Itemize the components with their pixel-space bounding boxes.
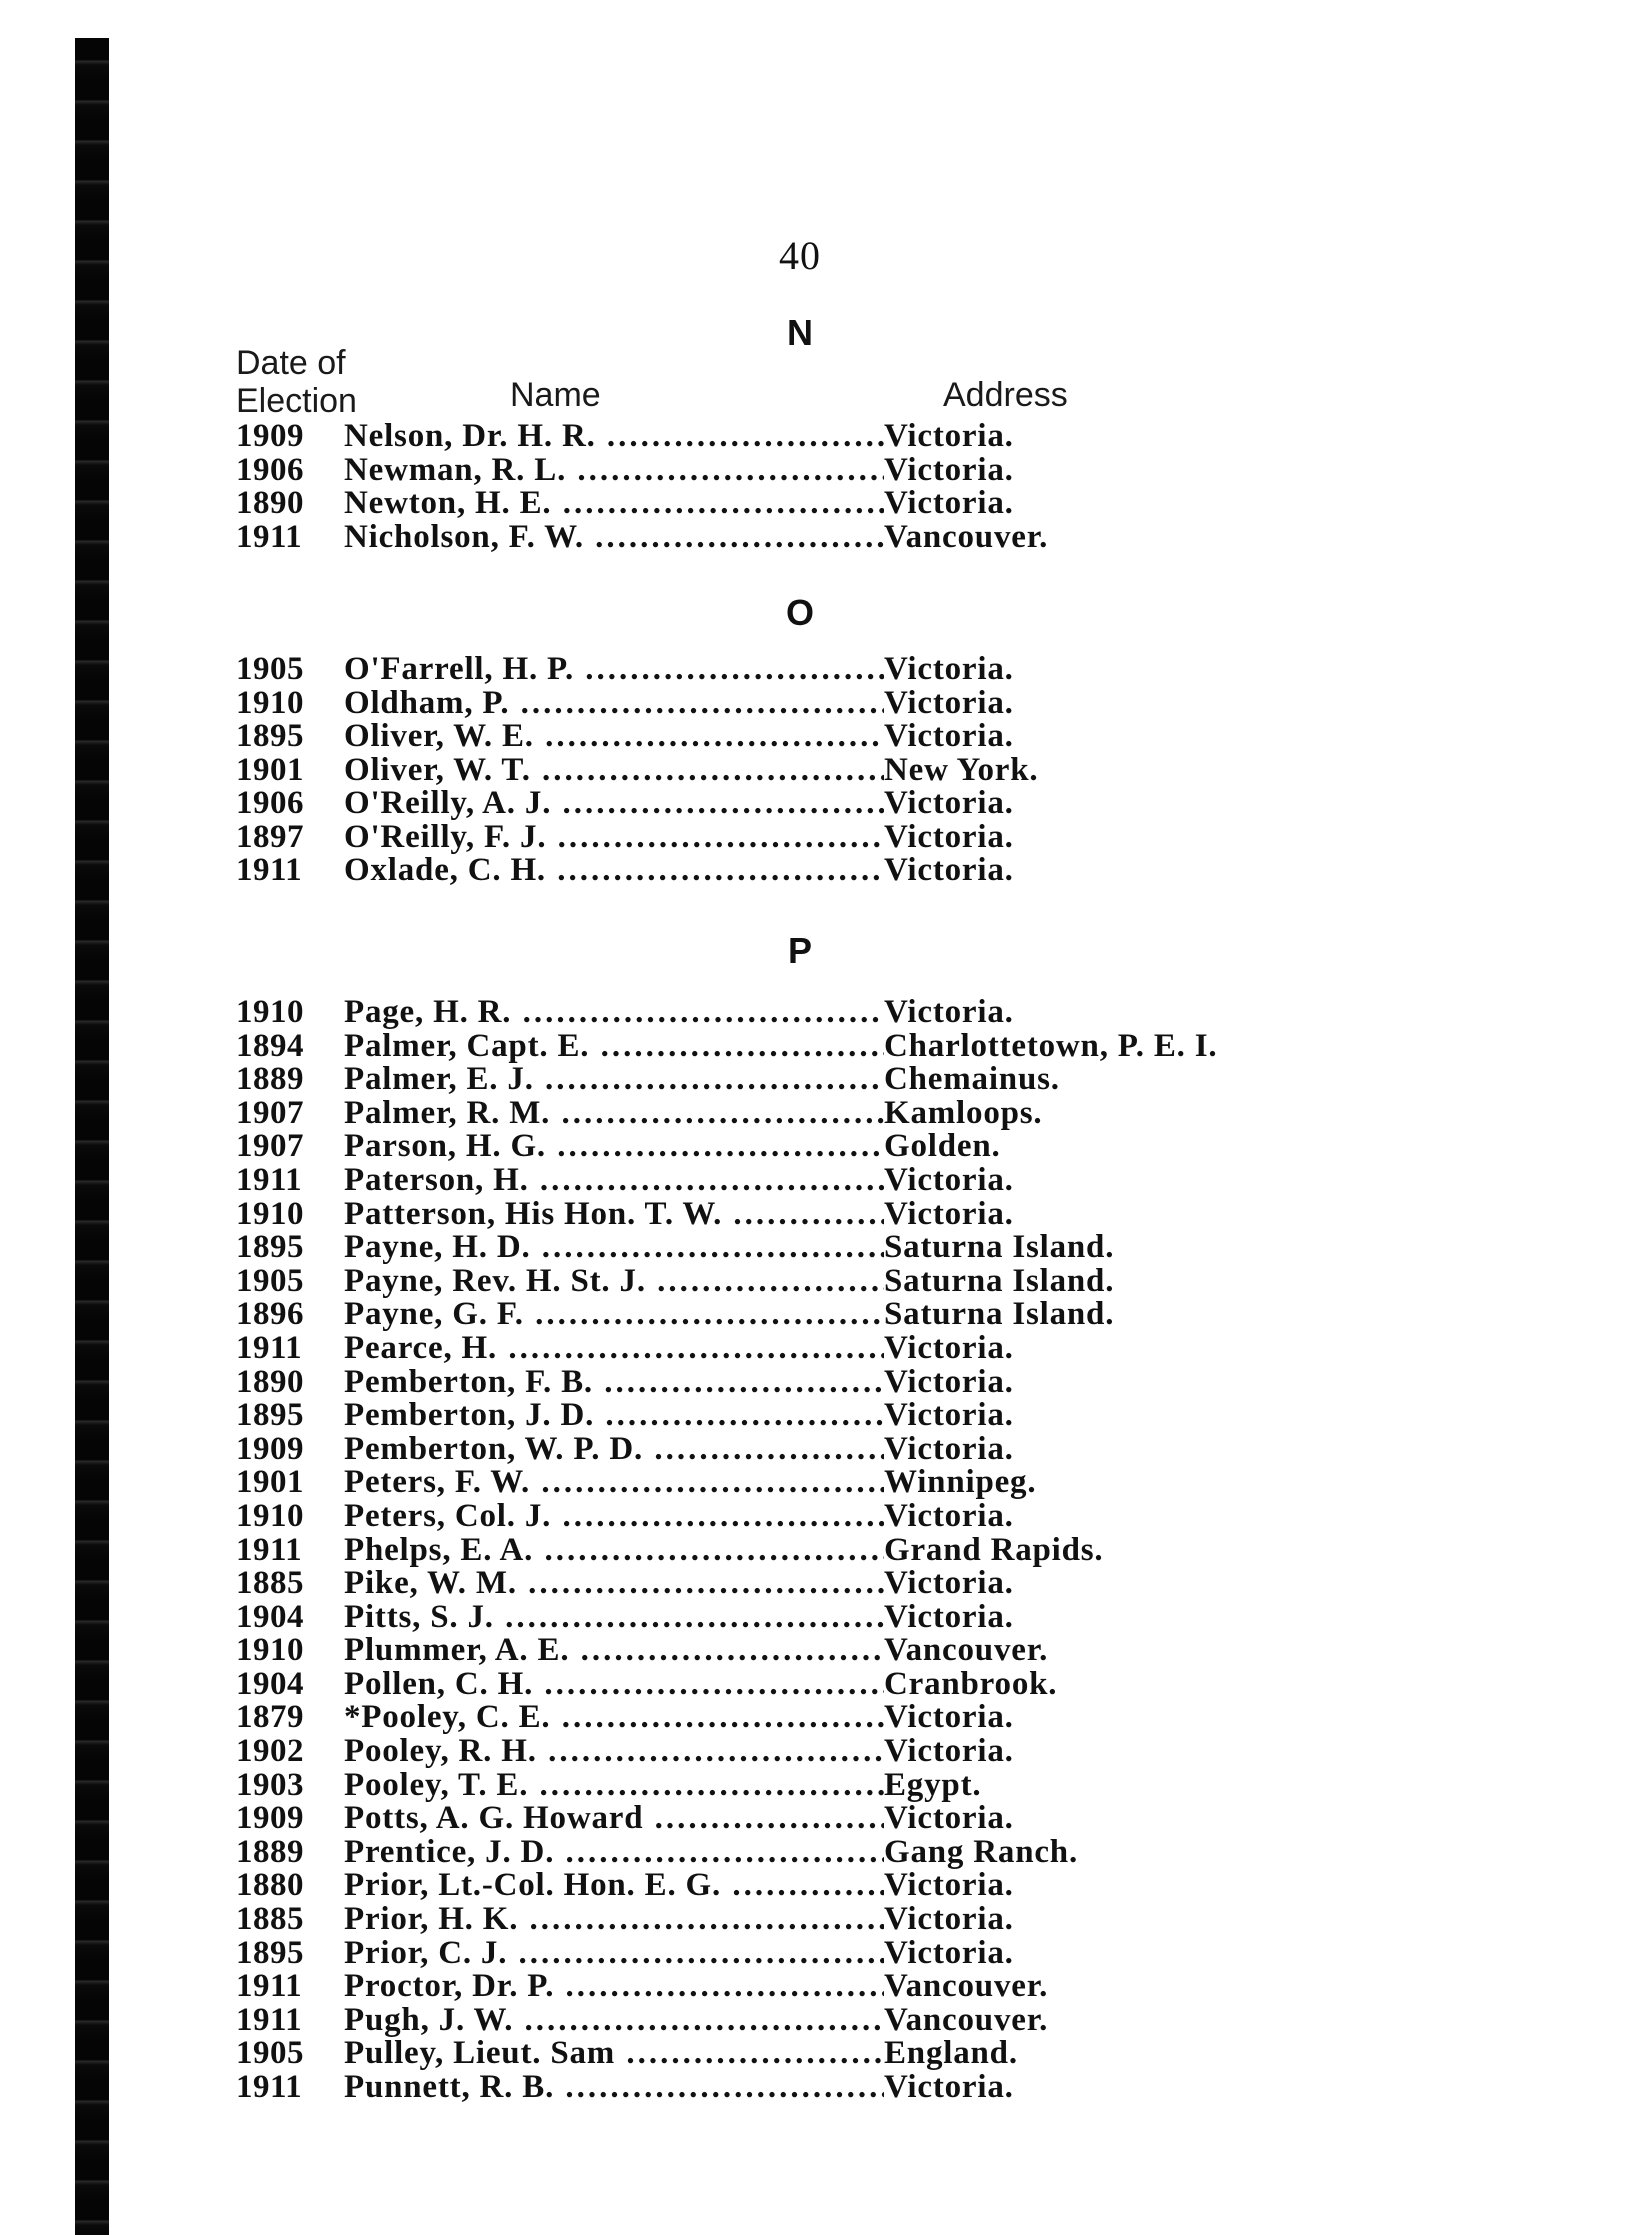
member-address: Victoria. bbox=[884, 1598, 1014, 1635]
member-row bbox=[236, 2037, 1616, 2071]
section-n-list bbox=[236, 420, 1616, 554]
election-year: 1904 bbox=[236, 1665, 304, 1702]
member-name: Pugh, J. W. ..... bbox=[344, 2004, 884, 2038]
election-year: 1907 bbox=[236, 1128, 304, 1165]
member-name: Pemberton, W. P. D. ..... bbox=[344, 1433, 884, 1467]
member-row bbox=[236, 1298, 1616, 1332]
member-address: Victoria. bbox=[884, 1901, 1014, 1938]
election-year: 1895 bbox=[236, 1397, 304, 1434]
member-name: Prior, Lt.-Col. Hon. E. G. ..... bbox=[344, 1869, 884, 1903]
member-address: Victoria. bbox=[884, 684, 1014, 721]
member-row bbox=[236, 1634, 1616, 1668]
member-address: Victoria. bbox=[884, 785, 1014, 821]
member-name: Oldham, P. ..... bbox=[344, 687, 884, 721]
member-name: Pike, W. M. ..... bbox=[344, 1567, 884, 1601]
member-row bbox=[236, 1701, 1616, 1735]
member-address: England. bbox=[884, 2035, 1018, 2072]
member-address: Egypt. bbox=[884, 1766, 982, 1803]
member-name: Palmer, Capt. E. ..... bbox=[344, 1030, 884, 1064]
member-address: Grand Rapids. bbox=[884, 1531, 1104, 1568]
member-row bbox=[236, 1430, 1616, 1467]
election-year: 1909 bbox=[236, 418, 304, 454]
member-name: Palmer, E. J. ..... bbox=[344, 1063, 884, 1097]
member-address: Victoria. bbox=[884, 451, 1014, 488]
election-year: 1905 bbox=[236, 1262, 304, 1299]
member-address: Victoria. bbox=[884, 1565, 1014, 1602]
election-year: 1879 bbox=[236, 1699, 304, 1736]
election-year: 1911 bbox=[236, 1968, 303, 2005]
member-row bbox=[236, 1665, 1616, 1702]
member-address: Victoria. bbox=[884, 1195, 1014, 1232]
member-name: Potts, A. G. Howard ..... bbox=[344, 1802, 884, 1836]
member-address: Victoria. bbox=[884, 1430, 1014, 1467]
member-name: Paterson, H. ..... bbox=[344, 1164, 884, 1198]
election-year: 1911 bbox=[236, 2001, 303, 2038]
member-address: Victoria. bbox=[884, 1934, 1014, 1971]
member-address: Vancouver. bbox=[884, 1968, 1049, 2005]
member-row bbox=[236, 751, 1616, 788]
member-address: Vancouver. bbox=[884, 1632, 1049, 1669]
election-year: 1910 bbox=[236, 1195, 304, 1232]
member-row bbox=[236, 1063, 1616, 1097]
member-name: O'Reilly, A. J. ..... bbox=[344, 787, 884, 821]
member-name: Proctor, Dr. P. ..... bbox=[344, 1970, 884, 2004]
member-row bbox=[236, 1329, 1616, 1366]
election-year: 1906 bbox=[236, 451, 304, 488]
member-row bbox=[236, 451, 1616, 488]
election-year: 1911 bbox=[236, 852, 303, 888]
member-name: Punnett, R. B. ..... bbox=[344, 2071, 884, 2105]
election-year: 1909 bbox=[236, 1430, 304, 1467]
section-letter-n: N bbox=[787, 312, 813, 353]
member-address: Gang Ranch. bbox=[884, 1833, 1079, 1870]
member-name: O'Farrell, H. P. ..... bbox=[344, 653, 884, 687]
member-name: Newton, H. E. ..... bbox=[344, 487, 884, 521]
member-row bbox=[236, 1363, 1616, 1400]
member-row bbox=[236, 1934, 1616, 1971]
election-year: 1901 bbox=[236, 751, 304, 788]
election-year: 1911 bbox=[236, 1161, 303, 1198]
member-row bbox=[236, 1970, 1616, 2004]
member-row bbox=[236, 787, 1616, 821]
election-year: 1910 bbox=[236, 1632, 304, 1669]
member-address: Saturna Island. bbox=[884, 1262, 1115, 1299]
election-year: 1903 bbox=[236, 1766, 304, 1803]
member-name: Oxlade, C. H. ..... bbox=[344, 854, 884, 888]
member-name: Prior, H. K. ..... bbox=[344, 1903, 884, 1937]
member-row bbox=[236, 996, 1616, 1030]
section-letter-o: O bbox=[785, 592, 814, 633]
member-name: Pooley, T. E. ..... bbox=[344, 1769, 884, 1803]
member-name: Pulley, Lieut. Sam ..... bbox=[344, 2037, 884, 2071]
member-name: Pitts, S. J. ..... bbox=[344, 1601, 884, 1635]
member-row bbox=[236, 1802, 1616, 1836]
member-name: Palmer, R. M. ..... bbox=[344, 1097, 884, 1131]
election-year: 1896 bbox=[236, 1296, 304, 1333]
member-name: Payne, G. F. ..... bbox=[344, 1298, 884, 1332]
member-name: Payne, H. D. ..... bbox=[344, 1231, 884, 1265]
column-header-date-line1: Date of bbox=[236, 344, 346, 382]
member-row bbox=[236, 518, 1616, 555]
member-row bbox=[236, 854, 1616, 888]
member-address: Victoria. bbox=[884, 2069, 1014, 2105]
column-header-date bbox=[236, 344, 396, 420]
member-row bbox=[236, 1262, 1616, 1299]
member-address: Victoria. bbox=[884, 485, 1014, 521]
member-row bbox=[236, 2001, 1616, 2038]
member-address: Victoria. bbox=[884, 718, 1014, 754]
election-year: 1885 bbox=[236, 1565, 304, 1602]
election-year: 1907 bbox=[236, 1094, 304, 1131]
election-year: 1905 bbox=[236, 2035, 304, 2072]
election-year: 1911 bbox=[236, 2069, 303, 2105]
member-name: Newman, R. L. ..... bbox=[344, 454, 884, 488]
page-number: 40 bbox=[779, 233, 821, 278]
member-row bbox=[236, 1094, 1616, 1131]
election-year: 1910 bbox=[236, 994, 304, 1030]
member-row bbox=[236, 1567, 1616, 1601]
member-address: Vancouver. bbox=[884, 518, 1049, 555]
election-year: 1901 bbox=[236, 1464, 304, 1501]
member-address: Victoria. bbox=[884, 1161, 1014, 1198]
member-row bbox=[236, 420, 1616, 454]
member-address: Victoria. bbox=[884, 418, 1014, 454]
member-name: Payne, Rev. H. St. J. ..... bbox=[344, 1265, 884, 1299]
member-address: Victoria. bbox=[884, 994, 1014, 1030]
member-name: Plummer, A. E. ..... bbox=[344, 1634, 884, 1668]
member-row bbox=[236, 1833, 1616, 1870]
member-row bbox=[236, 1399, 1616, 1433]
election-year: 1904 bbox=[236, 1598, 304, 1635]
member-address: Golden. bbox=[884, 1128, 1001, 1165]
section-p-list bbox=[236, 996, 1616, 2105]
member-address: Victoria. bbox=[884, 852, 1014, 888]
member-row bbox=[236, 1903, 1616, 1937]
election-year: 1911 bbox=[236, 1531, 303, 1568]
election-year: 1889 bbox=[236, 1061, 304, 1098]
member-name: Prior, C. J. ..... bbox=[344, 1937, 884, 1971]
member-name: Page, H. R. ..... bbox=[344, 996, 884, 1030]
member-address: Victoria. bbox=[884, 1699, 1014, 1736]
member-name: Pemberton, F. B. ..... bbox=[344, 1366, 884, 1400]
election-year: 1905 bbox=[236, 651, 304, 687]
member-address: Saturna Island. bbox=[884, 1229, 1115, 1266]
member-address: Victoria. bbox=[884, 1867, 1014, 1904]
member-row bbox=[236, 487, 1616, 521]
member-name: Nelson, Dr. H. R. ..... bbox=[344, 420, 884, 454]
member-address: Victoria. bbox=[884, 1363, 1014, 1400]
election-year: 1911 bbox=[236, 1329, 303, 1366]
election-year: 1902 bbox=[236, 1733, 304, 1770]
member-name: Pooley, R. H. ..... bbox=[344, 1735, 884, 1769]
member-address: Victoria. bbox=[884, 1329, 1014, 1366]
election-year: 1911 bbox=[236, 518, 303, 555]
election-year: 1894 bbox=[236, 1027, 304, 1064]
election-year: 1889 bbox=[236, 1833, 304, 1870]
member-name: Oliver, W. E. ..... bbox=[344, 720, 884, 754]
column-header-name: Name bbox=[510, 376, 601, 414]
member-address: Victoria. bbox=[884, 818, 1014, 855]
member-name: Pearce, H. ..... bbox=[344, 1332, 884, 1366]
member-address: Victoria. bbox=[884, 651, 1014, 687]
member-name: Phelps, E. A. ..... bbox=[344, 1534, 884, 1568]
member-name: Parson, H. G. ..... bbox=[344, 1130, 884, 1164]
member-address: Saturna Island. bbox=[884, 1296, 1115, 1333]
election-year: 1910 bbox=[236, 684, 304, 721]
election-year: 1909 bbox=[236, 1800, 304, 1837]
section-o-list bbox=[236, 653, 1616, 888]
member-row bbox=[236, 1161, 1616, 1198]
member-address: Chemainus. bbox=[884, 1061, 1060, 1098]
binding-edge bbox=[75, 38, 109, 2235]
election-year: 1895 bbox=[236, 1934, 304, 1971]
member-row bbox=[236, 2071, 1616, 2105]
member-row bbox=[236, 1195, 1616, 1232]
member-address: Charlottetown, P. E. I. bbox=[884, 1027, 1218, 1064]
column-header-date-line2: Election bbox=[236, 382, 357, 420]
member-address: Kamloops. bbox=[884, 1094, 1043, 1131]
member-name: Pollen, C. H. ..... bbox=[344, 1668, 884, 1702]
election-year: 1890 bbox=[236, 485, 304, 521]
member-row bbox=[236, 1735, 1616, 1769]
member-row bbox=[236, 653, 1616, 687]
member-name: Nicholson, F. W. ..... bbox=[344, 521, 884, 555]
column-header-address: Address bbox=[943, 376, 1068, 414]
member-name: Peters, F. W. ..... bbox=[344, 1466, 884, 1500]
member-name: Oliver, W. T. ..... bbox=[344, 754, 884, 788]
member-address: Winnipeg. bbox=[884, 1464, 1037, 1501]
member-address: Victoria. bbox=[884, 1397, 1014, 1434]
member-row bbox=[236, 684, 1616, 721]
election-year: 1895 bbox=[236, 1229, 304, 1266]
election-year: 1890 bbox=[236, 1363, 304, 1400]
member-name: *Pooley, C. E. ..... bbox=[344, 1701, 884, 1735]
member-row bbox=[236, 1130, 1616, 1164]
election-year: 1880 bbox=[236, 1867, 304, 1904]
member-row bbox=[236, 1027, 1616, 1064]
member-name: Prentice, J. D. ..... bbox=[344, 1836, 884, 1870]
member-row bbox=[236, 1497, 1616, 1534]
member-row bbox=[236, 1231, 1616, 1265]
member-row bbox=[236, 1598, 1616, 1635]
election-year: 1895 bbox=[236, 718, 304, 754]
member-row bbox=[236, 1766, 1616, 1803]
member-row bbox=[236, 720, 1616, 754]
member-address: Victoria. bbox=[884, 1497, 1014, 1534]
member-row bbox=[236, 1466, 1616, 1500]
member-address: Victoria. bbox=[884, 1733, 1014, 1770]
election-year: 1906 bbox=[236, 785, 304, 821]
member-name: O'Reilly, F. J. ..... bbox=[344, 821, 884, 855]
member-name: Pemberton, J. D. ..... bbox=[344, 1399, 884, 1433]
member-name: Patterson, His Hon. T. W. ..... bbox=[344, 1198, 884, 1232]
member-address: New York. bbox=[884, 751, 1039, 788]
election-year: 1910 bbox=[236, 1497, 304, 1534]
member-row bbox=[236, 1531, 1616, 1568]
member-row bbox=[236, 1869, 1616, 1903]
member-address: Cranbrook. bbox=[884, 1665, 1058, 1702]
election-year: 1897 bbox=[236, 818, 304, 855]
election-year: 1885 bbox=[236, 1901, 304, 1938]
member-address: Victoria. bbox=[884, 1800, 1014, 1837]
member-row bbox=[236, 818, 1616, 855]
member-address: Vancouver. bbox=[884, 2001, 1049, 2038]
member-name: Peters, Col. J. ..... bbox=[344, 1500, 884, 1534]
section-letter-p: P bbox=[787, 930, 812, 971]
